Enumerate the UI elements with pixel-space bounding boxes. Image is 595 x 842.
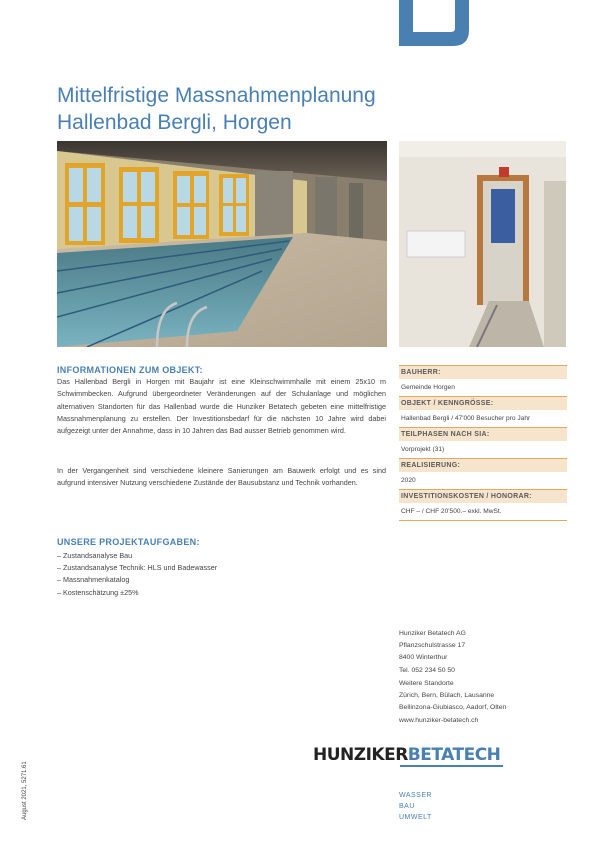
list-item: – Massnahmenkatalog [57,575,130,585]
locations-line-2: Bellinzona-Giubiasco, Aadorf, Olten [399,704,507,712]
fact-value-phases: Vorprojekt (31) [401,446,445,453]
fact-value-object: Hallenbad Bergli / 47'000 Besucher pro Jahr [401,415,531,422]
list-item: – Zustandsanalyse Technik: HLS und Badewasser [57,563,218,573]
brand-underline [400,765,503,767]
title-line-1: Mittelfristige Massnahmenplanung [57,84,376,107]
fact-label-client: BAUHERR: [399,365,567,379]
list-item: – Kostenschätzung ±25% [57,587,139,597]
tagline-environment: UMWELT [399,814,432,821]
info-heading: INFORMATIONEN ZUM OBJEKT: [57,365,203,375]
brand-logo [313,745,513,771]
fact-label-costs: INVESTITIONSKOSTEN / HONORAR: [399,489,567,503]
tasks-list [57,550,217,599]
tasks-heading: UNSERE PROJEKTAUFGABEN: [57,537,200,547]
title-line-2: Hallenbad Bergli, Horgen [57,111,292,134]
fact-label-phases: TEILPHASEN NACH SIA: [399,427,567,441]
fact-label-object: OBJEKT / KENNGRÖSSE: [399,396,567,410]
company-address [399,628,466,677]
company-name: Hunziker Betatech AG [399,630,466,637]
info-paragraph-1: Das Hallenbad Bergli in Horgen mit Baujahr ist eine Kleinschwimmhalle mit einem 25x10 m Schwimmbecken. Aufgrund übergeordneter Veränderungen auf der Schulanlage und möglichen alternativen Standorten für das Hallenbad wurde die Hunziker Betatech gebeten eine mittelfristige Massnahmenplanung zu erstellen. Der Investitionsbedarf für die nächsten 10 Jahre wird dabei aufgezeigt unter der Annahme, dass in 10 Jahren das Bad ausser Betrieb genommen wird. [57,377,386,436]
shower-room-photo [399,141,566,347]
other-locations [399,678,506,727]
fact-value-realisation: 2020 [401,477,416,484]
brand-part-betatech: BETATECH [407,745,501,765]
page-title [57,82,376,136]
locations-heading: Weitere Standorte [399,680,454,687]
tagline-water: WASSER [399,792,433,799]
fact-label-realisation: REALISIERUNG: [399,458,567,472]
d-shape-logo-icon [399,0,469,46]
company-city: 8400 Winterthur [399,654,448,662]
brand-tagline [399,790,432,823]
pool-hall-photo [57,141,387,347]
brand-part-hunziker: HUNZIKER [313,745,408,765]
locations-line-1: Zürich, Bern, Bülach, Lausanne [399,692,495,700]
tagline-construction: BAU [399,803,415,810]
company-street: Pflanzschulstrasse 17 [399,642,466,650]
website-link[interactable]: www.hunziker-betatech.ch [399,716,479,724]
document-code [22,740,32,820]
company-phone: Tel. 052 234 50 50 [399,666,455,674]
project-facts [399,365,567,521]
fact-value-client: Gemeinde Horgen [401,384,455,391]
info-paragraph-2: In der Vergangenheit sind verschiedene kleinere Sanierungen am Bauwerk erfolgt und es sind aufgrund intensiver Nutzung verschiedene Zustände der Bausubstanz und Technik vorhanden. [57,466,386,488]
fact-value-costs: CHF – / CHF 20'500.– exkl. MwSt. [399,503,567,521]
document-code-text: August 2021, 5271.61 [22,761,28,820]
list-item: – Zustandsanalyse Bau [57,551,133,560]
